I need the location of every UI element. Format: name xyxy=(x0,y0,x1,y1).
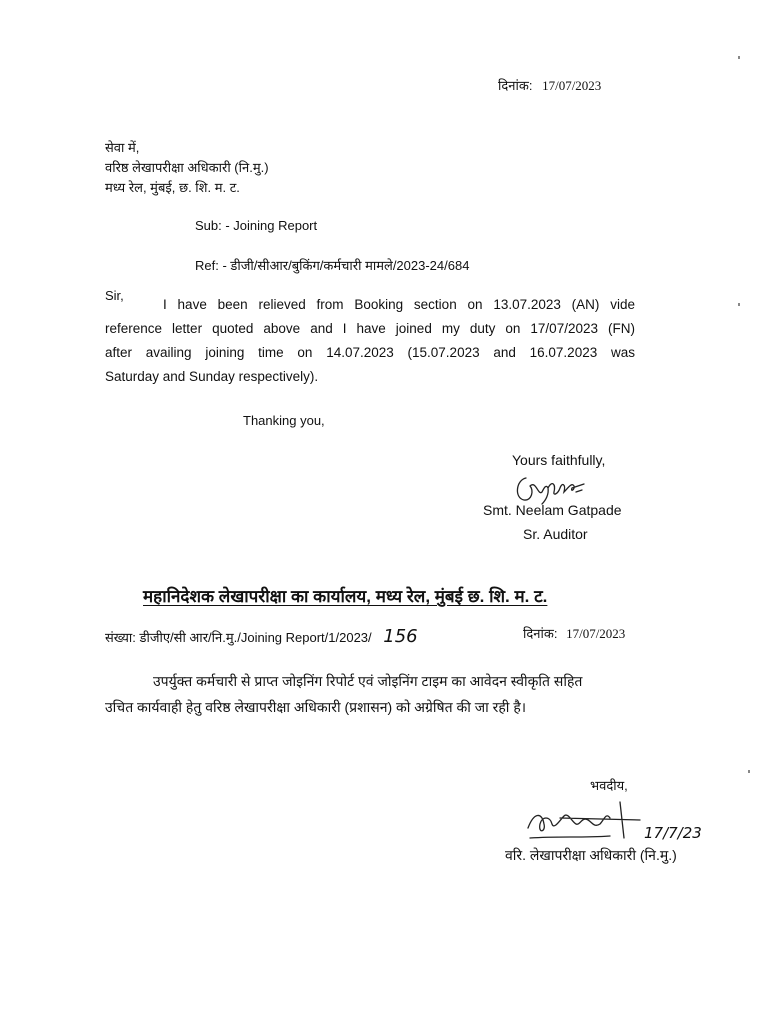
scan-speck xyxy=(738,303,740,306)
subject-line: Sub: - Joining Report xyxy=(195,218,318,233)
date-value: 17/07/2023 xyxy=(542,78,602,93)
officer-signature xyxy=(520,798,650,846)
closing-line: Yours faithfully, xyxy=(512,452,606,468)
endorsement-reference xyxy=(105,626,418,647)
endorsement-body-line-1: उपर्युक्त कर्मचारी से प्राप्त जोइनिंग रिपोर्ट एवं जोइनिंग टाइम का आवेदन स्वीकृति सहित xyxy=(153,673,583,689)
thanks-line: Thanking you, xyxy=(243,413,325,428)
endorsement-body-line-2: उचित कार्यवाही हेतु वरिष्ठ लेखापरीक्षा अधिकारी (प्रशासन) को अग्रेषित की जा रही है। xyxy=(105,699,527,715)
signatory-name: Smt. Neelam Gatpade xyxy=(483,502,622,518)
letter-date xyxy=(498,76,601,94)
endorsement-ref-number: 156 xyxy=(383,626,418,647)
body-line-1: I have been relieved from Booking section on 13.07.2023 (AN) vide xyxy=(163,297,635,312)
address-line-3: मध्य रेल, मुंबई, छ. शि. म. ट. xyxy=(105,180,240,195)
signatory-designation: Sr. Auditor xyxy=(523,526,588,542)
endorsement-body xyxy=(105,668,705,720)
body-line-2: reference letter quoted above and I have joined my duty on 17/07/2023 (FN) xyxy=(105,321,635,336)
salutation: Sir, xyxy=(105,288,124,303)
letter-body xyxy=(105,293,635,389)
body-line-4: Saturday and Sunday respectively). xyxy=(105,369,319,384)
office-heading: महानिदेशक लेखापरीक्षा का कार्यालय, मध्य रेल, मुंबई छ. शि. म. ट. xyxy=(143,587,548,606)
scan-speck xyxy=(738,56,740,59)
endorsement-date-label: दिनांक: xyxy=(523,626,558,641)
body-line-3: after availing joining time on 14.07.2023 (15.07.2023 and 16.07.2023 was xyxy=(105,345,635,360)
endorsement-ref-label: संख्या: डीजीए/सी आर/नि.मु./Joining Report/1/2023/ xyxy=(105,630,372,645)
address-line-1: सेवा में, xyxy=(105,140,140,155)
date-label: दिनांक: xyxy=(498,78,533,93)
address-line-2: वरिष्ठ लेखापरीक्षा अधिकारी (नि.मु.) xyxy=(105,160,269,175)
endorsement-closing: भवदीय, xyxy=(590,778,628,793)
endorsement-signatory-designation: वरि. लेखापरीक्षा अधिकारी (नि.मु.) xyxy=(505,847,677,863)
addressee-block xyxy=(105,138,269,198)
scan-speck xyxy=(748,770,750,773)
endorsement-date xyxy=(523,624,625,642)
reference-line: Ref: - डीजी/सीआर/बुकिंग/कर्मचारी मामले/2023-24/684 xyxy=(195,258,470,273)
officer-signature-date: 17/7/23 xyxy=(644,824,702,842)
endorsement-date-value: 17/07/2023 xyxy=(566,626,626,641)
